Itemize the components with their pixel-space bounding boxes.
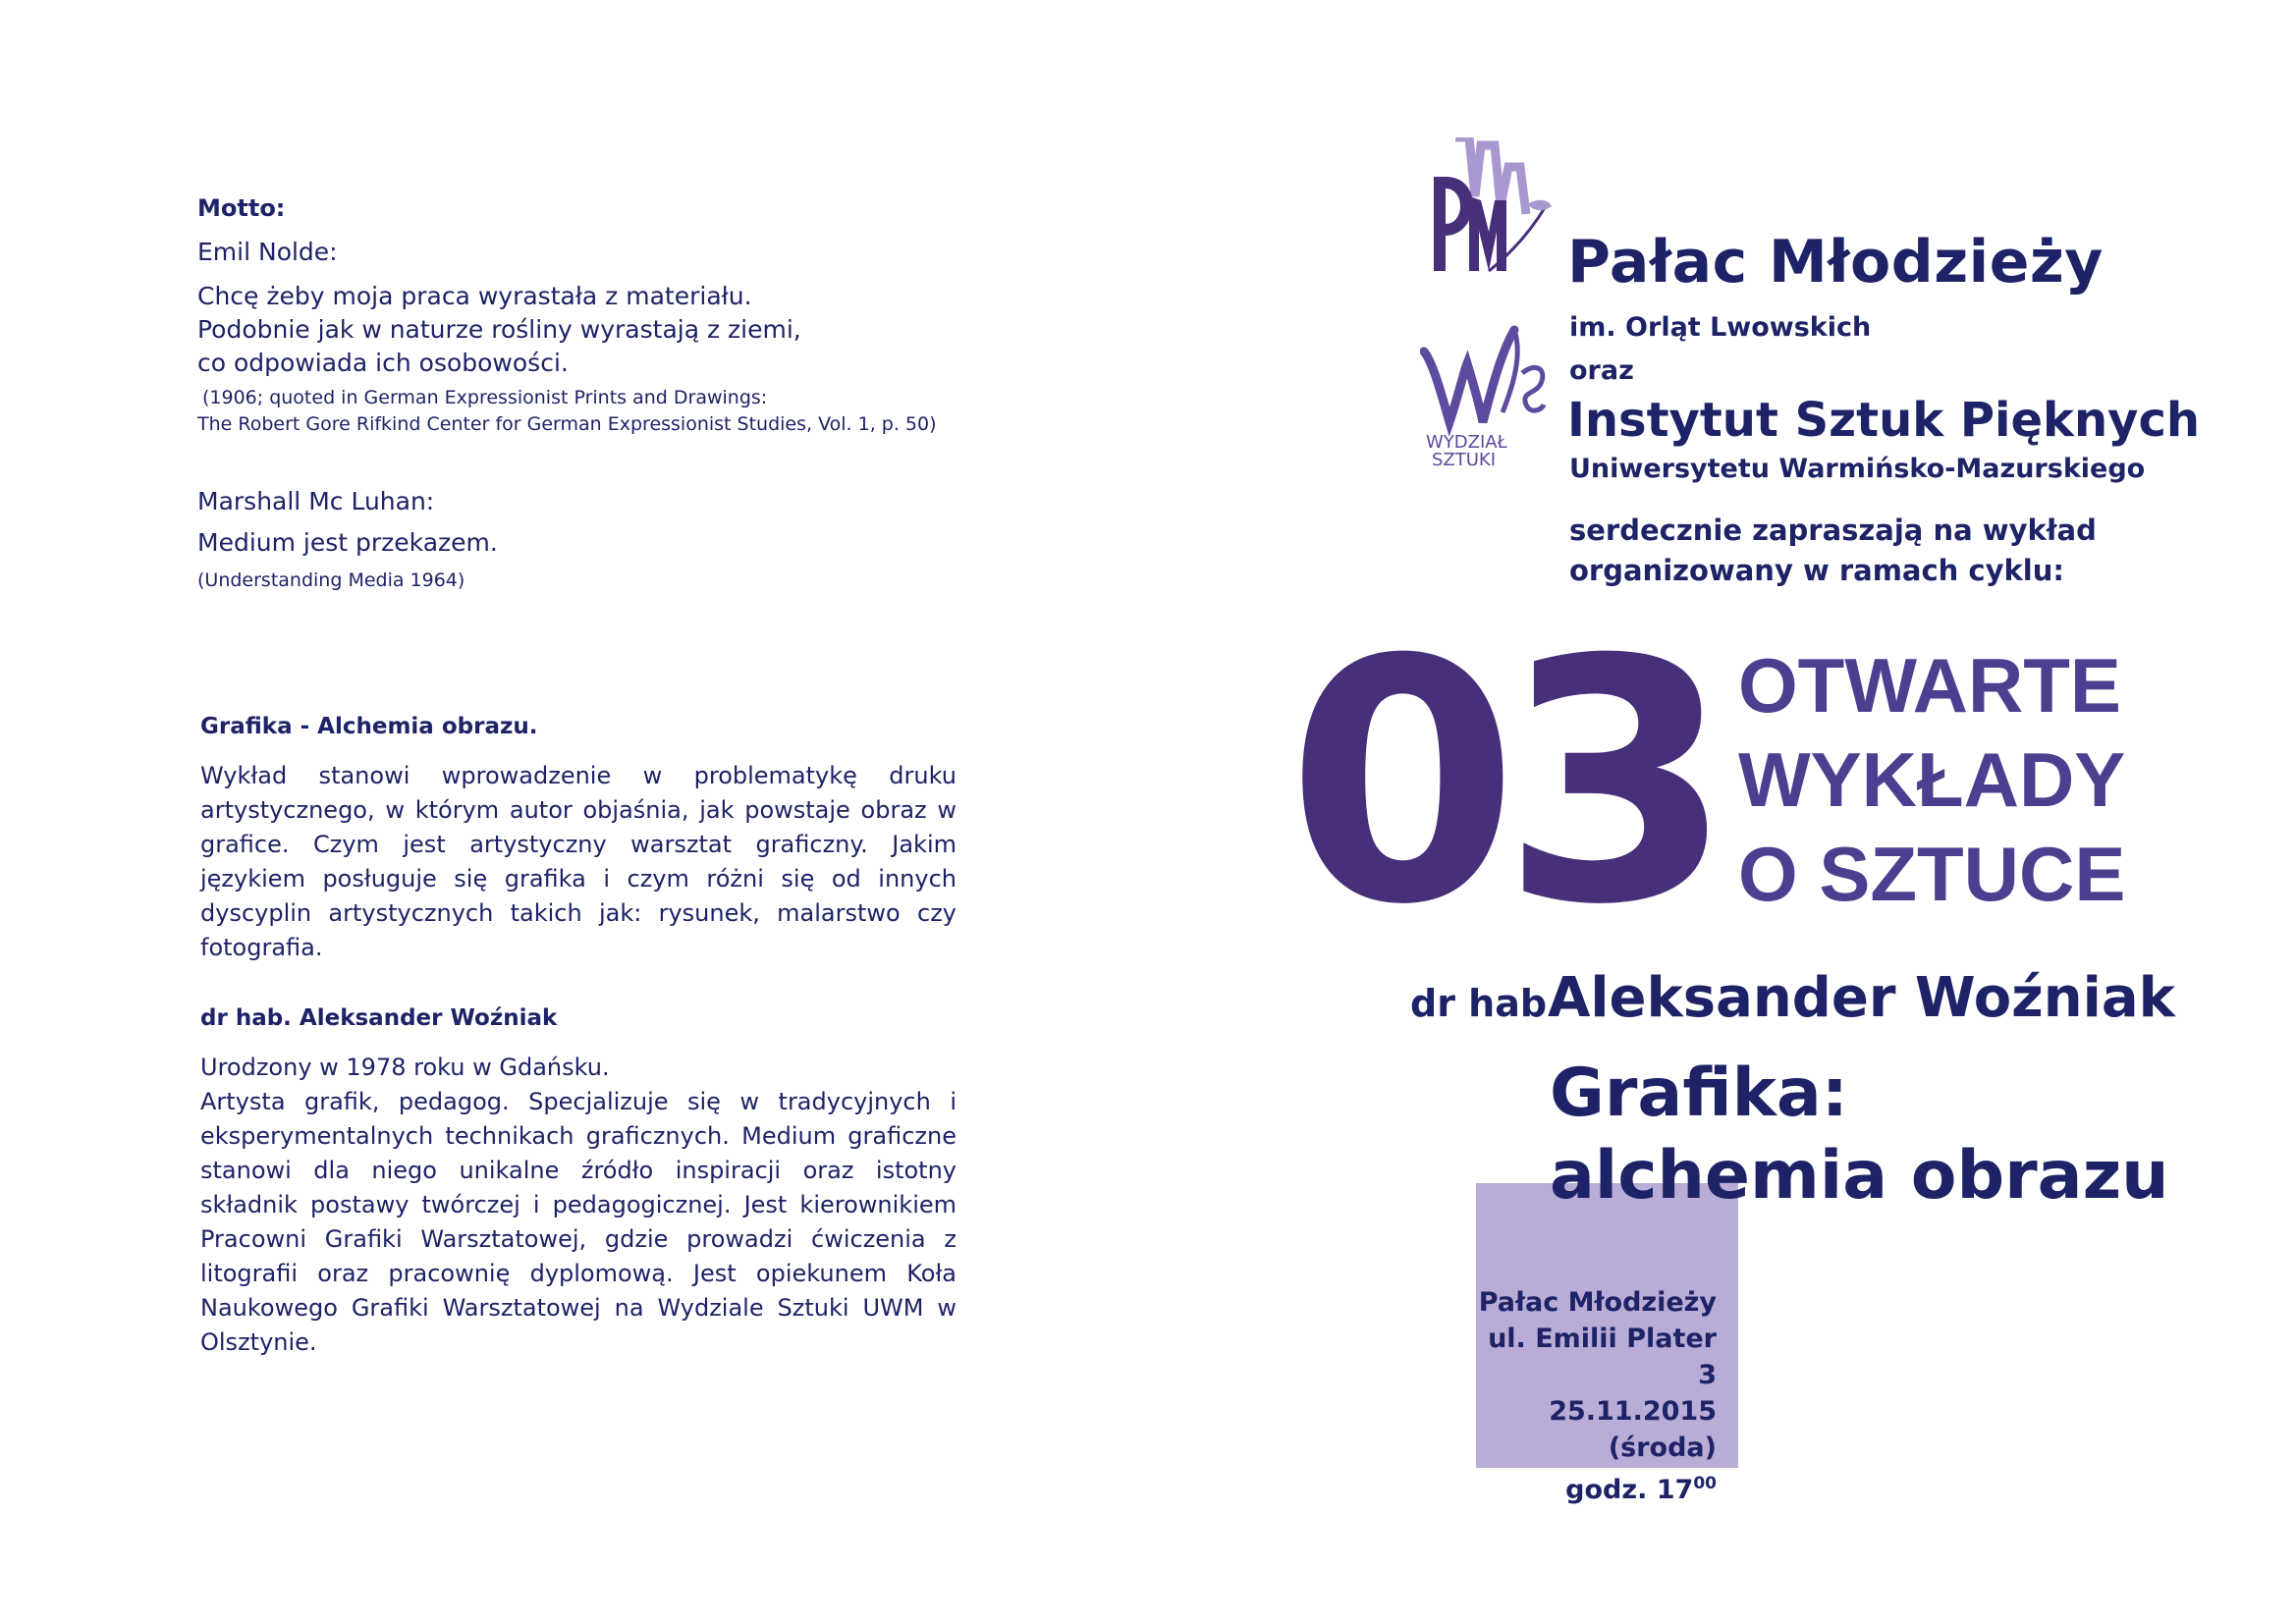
venue-place: Pałac Młodzieży xyxy=(1478,1287,1717,1318)
speaker-degree: dr hab. xyxy=(1410,982,1561,1025)
palac-mlodziezy-logo xyxy=(1430,137,1552,277)
nolde-source-line: (1906; quoted in German Expressionist Prints and Drawings: xyxy=(202,387,768,408)
author-heading: dr hab. Aleksander Woźniak xyxy=(200,1005,558,1031)
institute-subtitle: Uniwersytetu Warmińsko-Mazurskiego xyxy=(1569,454,2146,484)
conjunction: oraz xyxy=(1569,355,1634,386)
invitation-line: serdecznie zapraszają na wykład xyxy=(1569,514,2097,547)
institute-name: Instytut Sztuk Pięknych xyxy=(1567,393,2201,448)
invitation-text xyxy=(1569,511,2097,591)
series-number: 03 xyxy=(1286,589,1717,978)
series-title-line: OTWARTE xyxy=(1738,642,2121,729)
author-bio-text: Artysta grafik, pedagog. Specjalizuje się w tradycyjnych i eksperymentalnych technikach graficznych. Medium graficzne stanowi dla niego unikalne źródło inspiracji oraz istotny składnik postawy twórczej i pedagogicznej. Jest kierownikiem Pracowni Grafiki Warsztatowej, gdzie prowadzi ćwiczenia z litografii oraz pracownię dyplomową. Jest opiekunem Koła Naukowego Grafiki Warsztatowej na Wydziale Sztuki UWM w Olsztynie. xyxy=(200,1088,957,1356)
nolde-quote-line: co odpowiada ich osobowości. xyxy=(197,349,569,377)
faculty-logo-line1: WYDZIAŁ xyxy=(1426,432,1507,453)
talk-title-line: alchemia obrazu xyxy=(1550,1137,2169,1215)
venue-time-hour: godz. 17 xyxy=(1565,1475,1694,1505)
nolde-quote xyxy=(197,280,801,380)
lecture-heading: Grafika - Alchemia obrazu. xyxy=(200,714,538,739)
invitation-line: organizowany w ramach cyklu: xyxy=(1569,554,2064,587)
series-title xyxy=(1738,638,2125,921)
author-bio-first-line: Urodzony w 1978 roku w Gdańsku. xyxy=(200,1054,610,1081)
wydzial-sztuki-logo xyxy=(1420,324,1548,471)
mcluhan-quote: Medium jest przekazem. xyxy=(197,528,498,557)
speaker-name: Aleksander Woźniak xyxy=(1548,966,2175,1030)
nolde-source-line: The Robert Gore Rifkind Center for German Expressionist Studies, Vol. 1, p. 50) xyxy=(197,413,937,435)
venue-time xyxy=(1476,1466,1717,1508)
venue-date: 25.11.2015 (środa) xyxy=(1549,1396,1717,1463)
talk-title xyxy=(1550,1053,2169,1217)
lecture-description: Wykład stanowi wprowadzenie w problematykę druku artystycznego, w którym autor objaśnia, jak powstaje obraz w grafice. Czym jest artystyczny warsztat graficzny. Jakim językiem posługuje się grafika i czym różni się od innych dyscyplin artystycznych takich jak: rysunek, malarstwo czy fotografia. xyxy=(200,762,957,961)
nolde-quote-line: Chcę żeby moja praca wyrastała z materiału. xyxy=(197,282,752,310)
nolde-quote-line: Podobnie jak w naturze rośliny wyrastają z ziemi, xyxy=(197,315,801,344)
venue-time-minutes: 00 xyxy=(1693,1474,1717,1493)
palace-name: Pałac Młodzieży xyxy=(1567,228,2104,297)
talk-title-line: Grafika: xyxy=(1550,1055,1848,1132)
series-title-line: WYKŁADY xyxy=(1738,736,2126,823)
motto-label: Motto: xyxy=(197,194,286,222)
palace-subtitle: im. Orląt Lwowskich xyxy=(1569,312,1872,343)
series-title-line: O SZTUCE xyxy=(1738,831,2126,917)
nolde-author: Emil Nolde: xyxy=(197,238,338,266)
mcluhan-author: Marshall Mc Luhan: xyxy=(197,487,435,515)
faculty-logo-line2: SZTUKI xyxy=(1432,450,1497,470)
venue-address: ul. Emilii Plater 3 xyxy=(1488,1324,1717,1390)
nolde-source xyxy=(197,385,937,438)
venue-info xyxy=(1476,1284,1717,1508)
author-bio xyxy=(200,1051,957,1360)
mcluhan-source: (Understanding Media 1964) xyxy=(197,569,465,591)
